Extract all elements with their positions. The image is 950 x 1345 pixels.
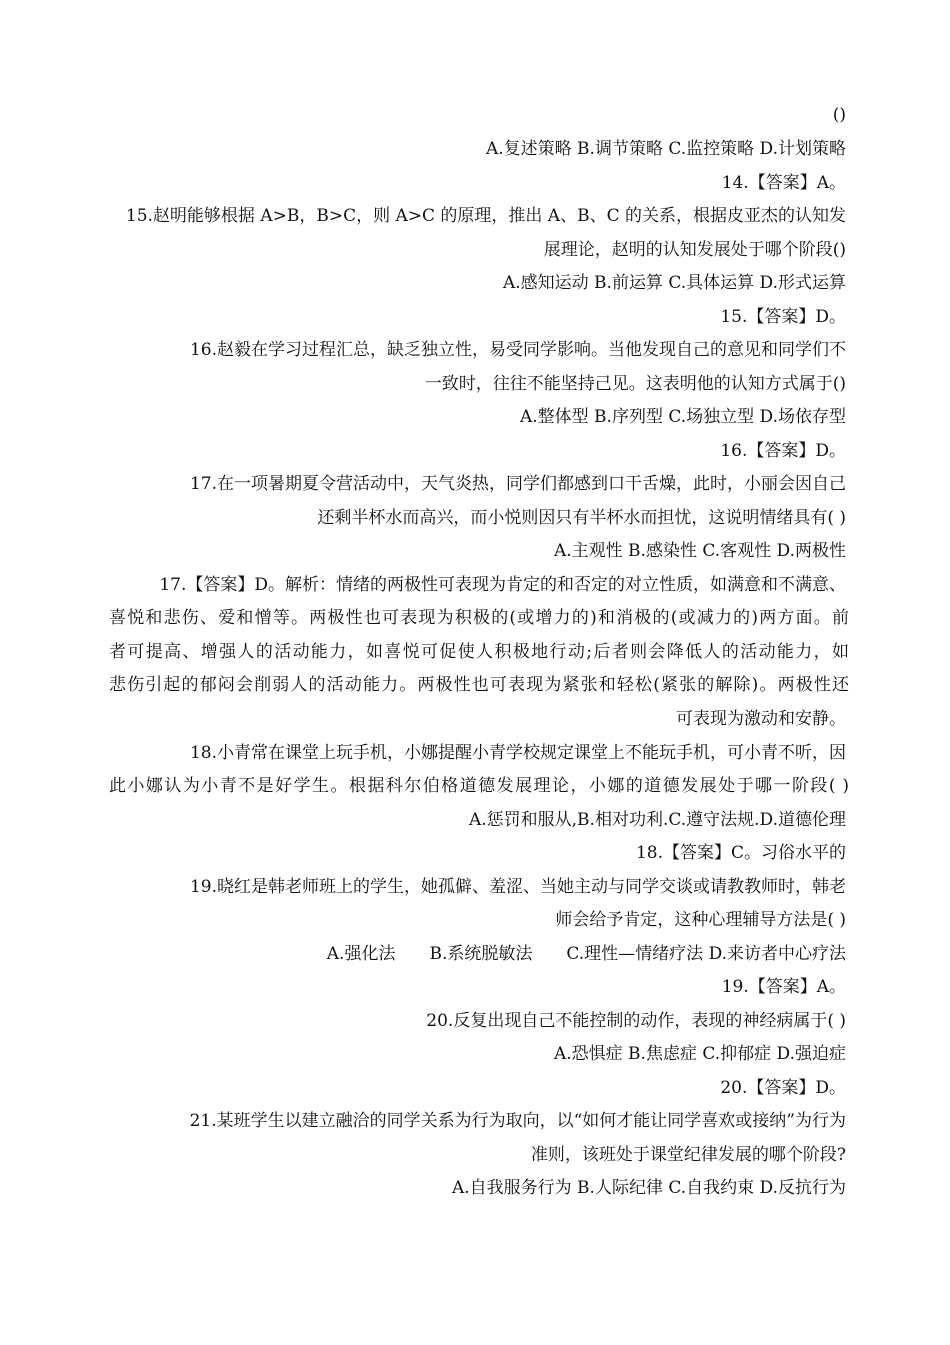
question-17-line-1: 17.在一项暑期夏令营活动中，天气炎热，同学们都感到口干舌燥，此时，小丽会因自己: [189, 474, 846, 494]
question-21-options: A.自我服务行为 B.人际纪律 C.自我约束 D.反抗行为: [451, 1178, 846, 1198]
answer-17-line-5: 可表现为激动和安静。: [676, 709, 846, 729]
question-18-options: A.惩罚和服从,B.相对功利.C.遵守法规.D.道德伦理: [468, 810, 846, 830]
question-17-options: A.主观性 B.感染性 C.客观性 D.两极性: [553, 541, 846, 561]
answer-20: 20.【答案】D。: [720, 1078, 846, 1098]
answer-17-line-1: 17.【答案】D。解析：情绪的两极性可表现为肯定的和否定的对立性质，如满意和不满意、: [159, 575, 846, 595]
question-15-line-1: 15.赵明能够根据 A>B，B>C，则 A>C 的原理，推出 A、B、C 的关系，根据皮亚杰的认知发: [125, 206, 846, 226]
question-15-options: A.感知运动 B.前运算 C.具体运算 D.形式运算: [502, 273, 846, 293]
question-14-blank: (): [832, 105, 846, 125]
answer-17-line-2: 喜悦和悲伤、爱和憎等。两极性也可表现为积极的(或增力的)和消极的(或减力的)两方面。前: [109, 608, 849, 628]
answer-17-line-3: 者可提高、增强人的活动能力，如喜悦可促使人积极地行动;后者则会降低人的活动能力，如: [109, 642, 849, 662]
question-16-line-1: 16.赵毅在学习过程汇总，缺乏独立性，易受同学影响。当他发现自己的意见和同学们不: [189, 340, 846, 360]
question-19-line-1: 19.晓红是韩老师班上的学生，她孤僻、羞涩、当她主动与同学交谈或请教教师时，韩老: [189, 877, 846, 897]
question-18-line-2: 此小娜认为小青不是好学生。根据科尔伯格道德发展理论，小娜的道德发展处于哪一阶段( ): [109, 776, 849, 796]
question-17-line-2: 还剩半杯水而高兴，而小悦则因只有半杯水而担忧，这说明情绪具有( ): [317, 508, 846, 528]
answer-19: 19.【答案】A。: [721, 977, 846, 997]
question-20-options: A.恐惧症 B.焦虑症 C.抑郁症 D.强迫症: [553, 1044, 846, 1064]
answer-15: 15.【答案】D。: [720, 307, 846, 327]
question-16-line-2: 一致时，往往不能坚持己见。这表明他的认知方式属于(): [424, 374, 846, 394]
question-16-options: A.整体型 B.序列型 C.场独立型 D.场依存型: [519, 407, 846, 427]
question-15-line-2: 展理论，赵明的认知发展处于哪个阶段(): [543, 240, 846, 260]
answer-16: 16.【答案】D。: [720, 441, 846, 461]
answer-17-line-4: 悲伤引起的郁闷会削弱人的活动能力。两极性也可表现为紧张和轻松(紧张的解除)。两极性还: [109, 675, 849, 695]
question-21-line-2: 准则，该班处于课堂纪律发展的哪个阶段?: [530, 1145, 846, 1165]
question-19-options: A.强化法 B.系统脱敏法 C.理性—情绪疗法 D.来访者中心疗法: [326, 944, 846, 964]
answer-14: 14.【答案】A。: [721, 173, 846, 193]
question-14-options: A.复述策略 B.调节策略 C.监控策略 D.计划策略: [485, 139, 846, 159]
answer-18: 18.【答案】C。习俗水平的: [635, 843, 846, 863]
question-20: 20.反复出现自己不能控制的动作，表现的神经病属于( ): [426, 1011, 846, 1031]
question-19-line-2: 师会给予肯定，这种心理辅导方法是( ): [555, 910, 846, 930]
question-21-line-1: 21.某班学生以建立融洽的同学关系为行为取向，以“如何才能让同学喜欢或接纳”为行为: [189, 1111, 846, 1131]
question-18-line-1: 18.小青常在课堂上玩手机，小娜提醒小青学校规定课堂上不能玩手机，可小青不听，因: [189, 743, 846, 763]
